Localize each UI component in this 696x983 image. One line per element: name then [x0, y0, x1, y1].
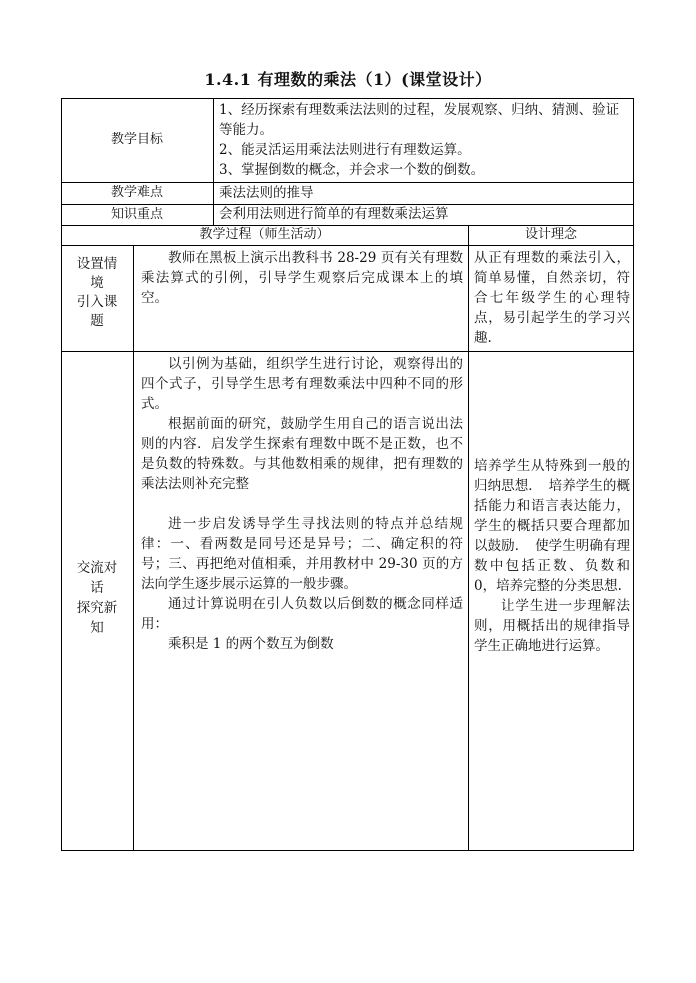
process-header: 教学过程（师生活动） [199, 227, 330, 242]
section2-idea [474, 456, 630, 756]
difficulty-value: 乘法法则的推导 [219, 185, 314, 201]
idea-header: 设计理念 [524, 227, 577, 242]
keypoint-label: 知识重点 [110, 206, 163, 222]
section1-idea: 从正有理数的乘法引入，简单易懂，自然亲切，符合七年级学生的心理特点，易引起学生的学习兴趣. [474, 250, 630, 346]
process-paragraph: 进一步启发诱导学生寻找法则的特点并总结规律：一、看两数是同号还是异号；二、确定积的符号；三、再把绝对值相乘，并用教材中 29-30 页的方法向学生逐步展示运算的一般步骤。 [141, 516, 463, 592]
section1-process: 教师在黑板上演示出教科书 28-29 页有关有理数乘法算式的引例，引导学生观察后完成课本上的填空。 [141, 250, 463, 306]
objectives-list [219, 100, 629, 182]
objective-item: 1、经历探索有理数乘法法则的过程，发展观察、归纳、猜测、验证等能力。 [219, 102, 620, 138]
page-title: 1.4.1 有理数的乘法（1）(课堂设计） [204, 70, 492, 89]
process-paragraph: 以引例为基础，组织学生进行讨论，观察得出的四个式子，引导学生思考有理数乘法中四种不同的形式。 [141, 356, 463, 412]
process-paragraph: 通过计算说明在引人负数以后倒数的概念同样适用： [141, 596, 463, 632]
keypoint-value: 会利用法则进行简单的有理数乘法运算 [219, 206, 449, 222]
section1-label: 设置情 境 引入课 题 [76, 256, 118, 329]
idea-paragraph: 让学生进一步理解法则，用概括出的规律指导学生正确地进行运算。 [474, 598, 630, 654]
process-paragraph: 根据前面的研究，鼓励学生用自己的语言说出法则的内容．启发学生探索有理数中既不是正数，也不是负数的特殊数。与其他数相乘的规律，把有理数的乘法法则补充完整 [141, 416, 463, 492]
objectives-label: 教学目标 [110, 132, 163, 147]
objective-item: 2、能灵活运用乘法法则进行有理数运算。 [219, 142, 471, 158]
objective-item: 3、掌握倒数的概念，并会求一个数的倒数。 [219, 162, 485, 178]
idea-paragraph: 培养学生从特殊到一般的归纳思想． 培养学生的概括能力和语言表达能力，学生的概括只要合理都加以鼓励． 使学生明确有理数中包括正数、负数和 0，培养完整的分类思想. [474, 458, 630, 594]
difficulty-label: 教学难点 [110, 185, 163, 200]
section2-process [141, 354, 463, 844]
lesson-table [61, 98, 634, 851]
section2-label: 交流对 话 探究新 知 [76, 560, 118, 636]
process-paragraph: 乘积是 1 的两个数互为倒数 [168, 636, 334, 652]
